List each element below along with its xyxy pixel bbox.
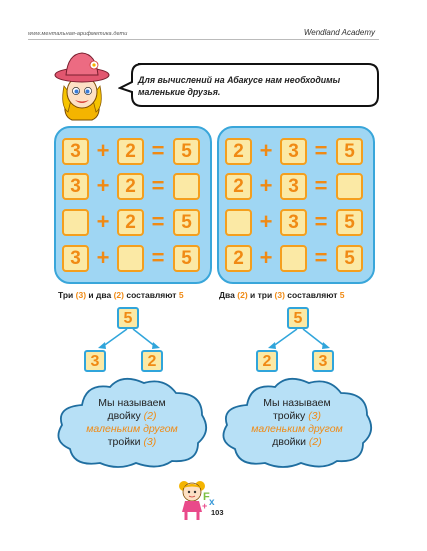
equation-row bbox=[62, 245, 204, 273]
equation-row bbox=[62, 173, 204, 201]
number-cell: 5 bbox=[173, 138, 200, 165]
equals-sign: = bbox=[314, 173, 328, 198]
equation-row bbox=[62, 209, 204, 237]
number-cell: 3 bbox=[62, 173, 89, 200]
equation-row bbox=[225, 209, 367, 237]
plus-sign: + bbox=[96, 245, 110, 270]
tree-total-box: 5 bbox=[287, 307, 309, 329]
girl-hat-icon bbox=[52, 50, 112, 122]
number-cell: 3 bbox=[62, 245, 89, 272]
equals-sign: = bbox=[314, 209, 328, 234]
brand-name: Wendland Academy bbox=[303, 28, 375, 37]
number-cell: 5 bbox=[336, 245, 363, 272]
site-url: www.ментальная-арифметика.дети bbox=[28, 31, 128, 37]
equals-sign: = bbox=[314, 245, 328, 270]
equals-sign: = bbox=[151, 173, 165, 198]
left-caption: Три (3) и два (2) составляют 5 bbox=[58, 290, 184, 300]
answer-blank[interactable] bbox=[336, 173, 363, 200]
tree-part-box: 2 bbox=[141, 350, 163, 372]
tree-part-box: 2 bbox=[256, 350, 278, 372]
equals-sign: = bbox=[151, 209, 165, 234]
arrow-icon bbox=[260, 328, 340, 350]
plus-sign: + bbox=[259, 209, 273, 234]
number-cell: 2 bbox=[117, 209, 144, 236]
answer-blank[interactable] bbox=[280, 245, 307, 272]
number-cell: 5 bbox=[173, 209, 200, 236]
left-cloud-text: Мы называем двойку (2) маленьким другом тройки (3) bbox=[86, 397, 178, 448]
plus-sign: + bbox=[259, 138, 273, 163]
plus-sign: + bbox=[96, 173, 110, 198]
svg-text:x: x bbox=[209, 497, 215, 508]
equals-sign: = bbox=[314, 138, 328, 163]
number-cell: 2 bbox=[117, 173, 144, 200]
number-cell: 3 bbox=[280, 138, 307, 165]
plus-sign: + bbox=[259, 245, 273, 270]
number-cell: 3 bbox=[280, 209, 307, 236]
plus-sign: + bbox=[96, 209, 110, 234]
tree-total-box: 5 bbox=[117, 307, 139, 329]
equals-sign: = bbox=[151, 245, 165, 270]
svg-text:+: + bbox=[202, 501, 208, 511]
plus-sign: + bbox=[96, 138, 110, 163]
number-cell: 2 bbox=[117, 138, 144, 165]
right-equation-panel bbox=[217, 126, 375, 284]
header-divider bbox=[28, 39, 379, 40]
answer-blank[interactable] bbox=[62, 209, 89, 236]
answer-blank[interactable] bbox=[225, 209, 252, 236]
svg-text:F: F bbox=[203, 491, 210, 503]
number-cell: 2 bbox=[225, 245, 252, 272]
arrow-icon bbox=[90, 328, 170, 350]
speech-text: Для вычислений на Абакусе нам необходимы маленькие друзья. bbox=[138, 75, 341, 97]
number-cell: 5 bbox=[173, 245, 200, 272]
equation-row bbox=[225, 138, 367, 166]
page-number: 103 bbox=[211, 508, 224, 517]
equals-sign: = bbox=[151, 138, 165, 163]
equation-row bbox=[62, 138, 204, 166]
answer-blank[interactable] bbox=[117, 245, 144, 272]
answer-blank[interactable] bbox=[173, 173, 200, 200]
number-cell: 2 bbox=[225, 138, 252, 165]
plus-sign: + bbox=[259, 173, 273, 198]
tree-part-box: 3 bbox=[312, 350, 334, 372]
equation-row bbox=[225, 245, 367, 273]
tree-part-box: 3 bbox=[84, 350, 106, 372]
right-caption: Два (2) и три (3) составляют 5 bbox=[219, 290, 345, 300]
number-cell: 3 bbox=[280, 173, 307, 200]
number-cell: 5 bbox=[336, 209, 363, 236]
equation-row bbox=[225, 173, 367, 201]
right-cloud-text: Мы называем тройку (3) маленьким другом двойки (2) bbox=[251, 397, 343, 448]
number-cell: 2 bbox=[225, 173, 252, 200]
number-cell: 3 bbox=[62, 138, 89, 165]
left-equation-panel bbox=[54, 126, 212, 284]
number-cell: 5 bbox=[336, 138, 363, 165]
